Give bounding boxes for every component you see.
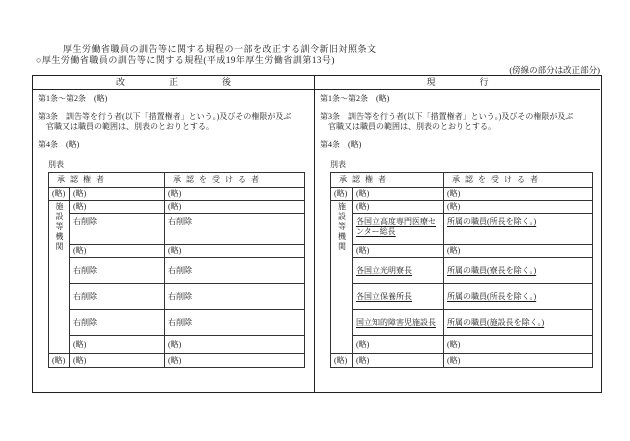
header-approval-recipient: 承認を受ける者 [444,173,593,188]
row-label-cell: (略) [331,354,353,368]
table-cell: (略) [444,336,593,354]
table-row [331,201,593,214]
table-row [49,188,305,201]
table-cell: (略) [353,188,444,201]
table-cell: (略) [70,336,165,354]
current-column-body [314,90,600,392]
table-cell: 右削除 [70,284,165,310]
table-cell: (略) [444,354,593,368]
table-row [331,188,593,201]
column-header-current [314,76,600,90]
table-cell: (略) [353,354,444,368]
row-label-cell: (略) [331,188,353,201]
table-row [331,284,593,310]
article-3-line1: 第3条 訓告等を行う者(以下「措置権者」という。)及びその権限が及ぶ [320,112,574,121]
table-cell: 右削除 [70,258,165,284]
table-cell: 右削除 [165,258,305,284]
appended-table-revised [48,172,305,368]
table-cell: 右削除 [70,214,165,245]
table-cell: (略) [165,336,305,354]
column-header-revised [33,76,314,90]
article-1-2: 第1条～第2条 (略) [320,94,390,103]
table-cell: (略) [165,245,305,258]
table-cell: (略) [353,201,444,214]
table-cell: (略) [70,354,165,368]
article-4: 第4条 (略) [320,140,362,149]
column-header-revised-label: 改正後 [115,77,275,87]
table-cell: (略) [444,245,593,258]
table-cell: (略) [70,188,165,201]
table-cell-revised-part: 所属の職員(所長を除く。) [444,284,593,310]
table-cell: (略) [165,354,305,368]
table-row [49,354,305,368]
table-row [49,214,305,245]
table-row [331,245,593,258]
table-cell-revised-part: 所属の職員(所長を除く。) [444,214,593,245]
group-label-facilities: 施設等機関 [331,201,353,354]
table-row [331,336,593,354]
table-cell-revised-part: 各国立光明寮長 [353,258,444,284]
article-3 [320,112,595,132]
revised-column-body [33,90,314,392]
row-label-cell: (略) [49,354,70,368]
table-cell-revised-part: 国立知的障害児施設長 [353,310,444,336]
row-label-cell: (略) [49,188,70,201]
column-header-current-label: 現行 [426,77,533,87]
table-cell: (略) [353,245,444,258]
table-row [49,336,305,354]
article-4: 第4条 (略) [38,140,80,149]
appended-table-label: 別表 [330,160,346,169]
document-subtitle: ○厚生労働省職員の訓告等に関する規程(平成19年厚生労働省訓第13号) [36,55,335,65]
table-cell: (略) [165,201,305,214]
header-approval-authority: 承認権者 [49,173,165,188]
table-cell-revised-part: 所属の職員(寮長を除く。) [444,258,593,284]
table-cell-revised-part: 所属の職員(施設長を除く。) [444,310,593,336]
table-cell-revised-part: 各国立高度専門医療センター総長 [353,214,444,245]
table-row [331,310,593,336]
table-cell: (略) [353,336,444,354]
document-title: 厚生労働省職員の訓告等に関する規程の一部を改正する訓令新旧対照条文 [63,44,377,54]
table-row [331,354,593,368]
table-cell: 右削除 [165,284,305,310]
group-label-facilities: 施設等機関 [49,201,70,354]
table-row [49,284,305,310]
table-cell: 右削除 [70,310,165,336]
table-cell: (略) [70,245,165,258]
table-row [49,245,305,258]
header-approval-authority: 承認権者 [331,173,444,188]
table-row [49,201,305,214]
table-cell: (略) [444,201,593,214]
table-cell: 右削除 [165,214,305,245]
table-cell: (略) [444,188,593,201]
table-cell-revised-part: 各国立保養所長 [353,284,444,310]
comparison-table [32,75,602,393]
table-row [49,258,305,284]
header-approval-recipient: 承認を受ける者 [165,173,305,188]
appended-table-label: 別表 [48,160,64,169]
article-3-line1: 第3条 訓告等を行う者(以下「措置権者」という。)及びその権限が及ぶ [38,112,292,121]
article-3-line2: 官職又は職員の範囲は、別表のとおりとする。 [328,122,496,131]
appended-table-current [330,172,593,368]
revision-note: (傍線の部分は改正部分) [509,65,600,75]
table-row [331,214,593,245]
article-1-2: 第1条～第2条 (略) [38,94,108,103]
table-row [331,258,593,284]
table-cell: 右削除 [165,310,305,336]
table-row [49,310,305,336]
article-3 [38,112,309,132]
table-cell: (略) [165,188,305,201]
article-3-line2: 官職又は職員の範囲は、別表のとおりとする。 [46,122,214,131]
table-cell: (略) [70,201,165,214]
